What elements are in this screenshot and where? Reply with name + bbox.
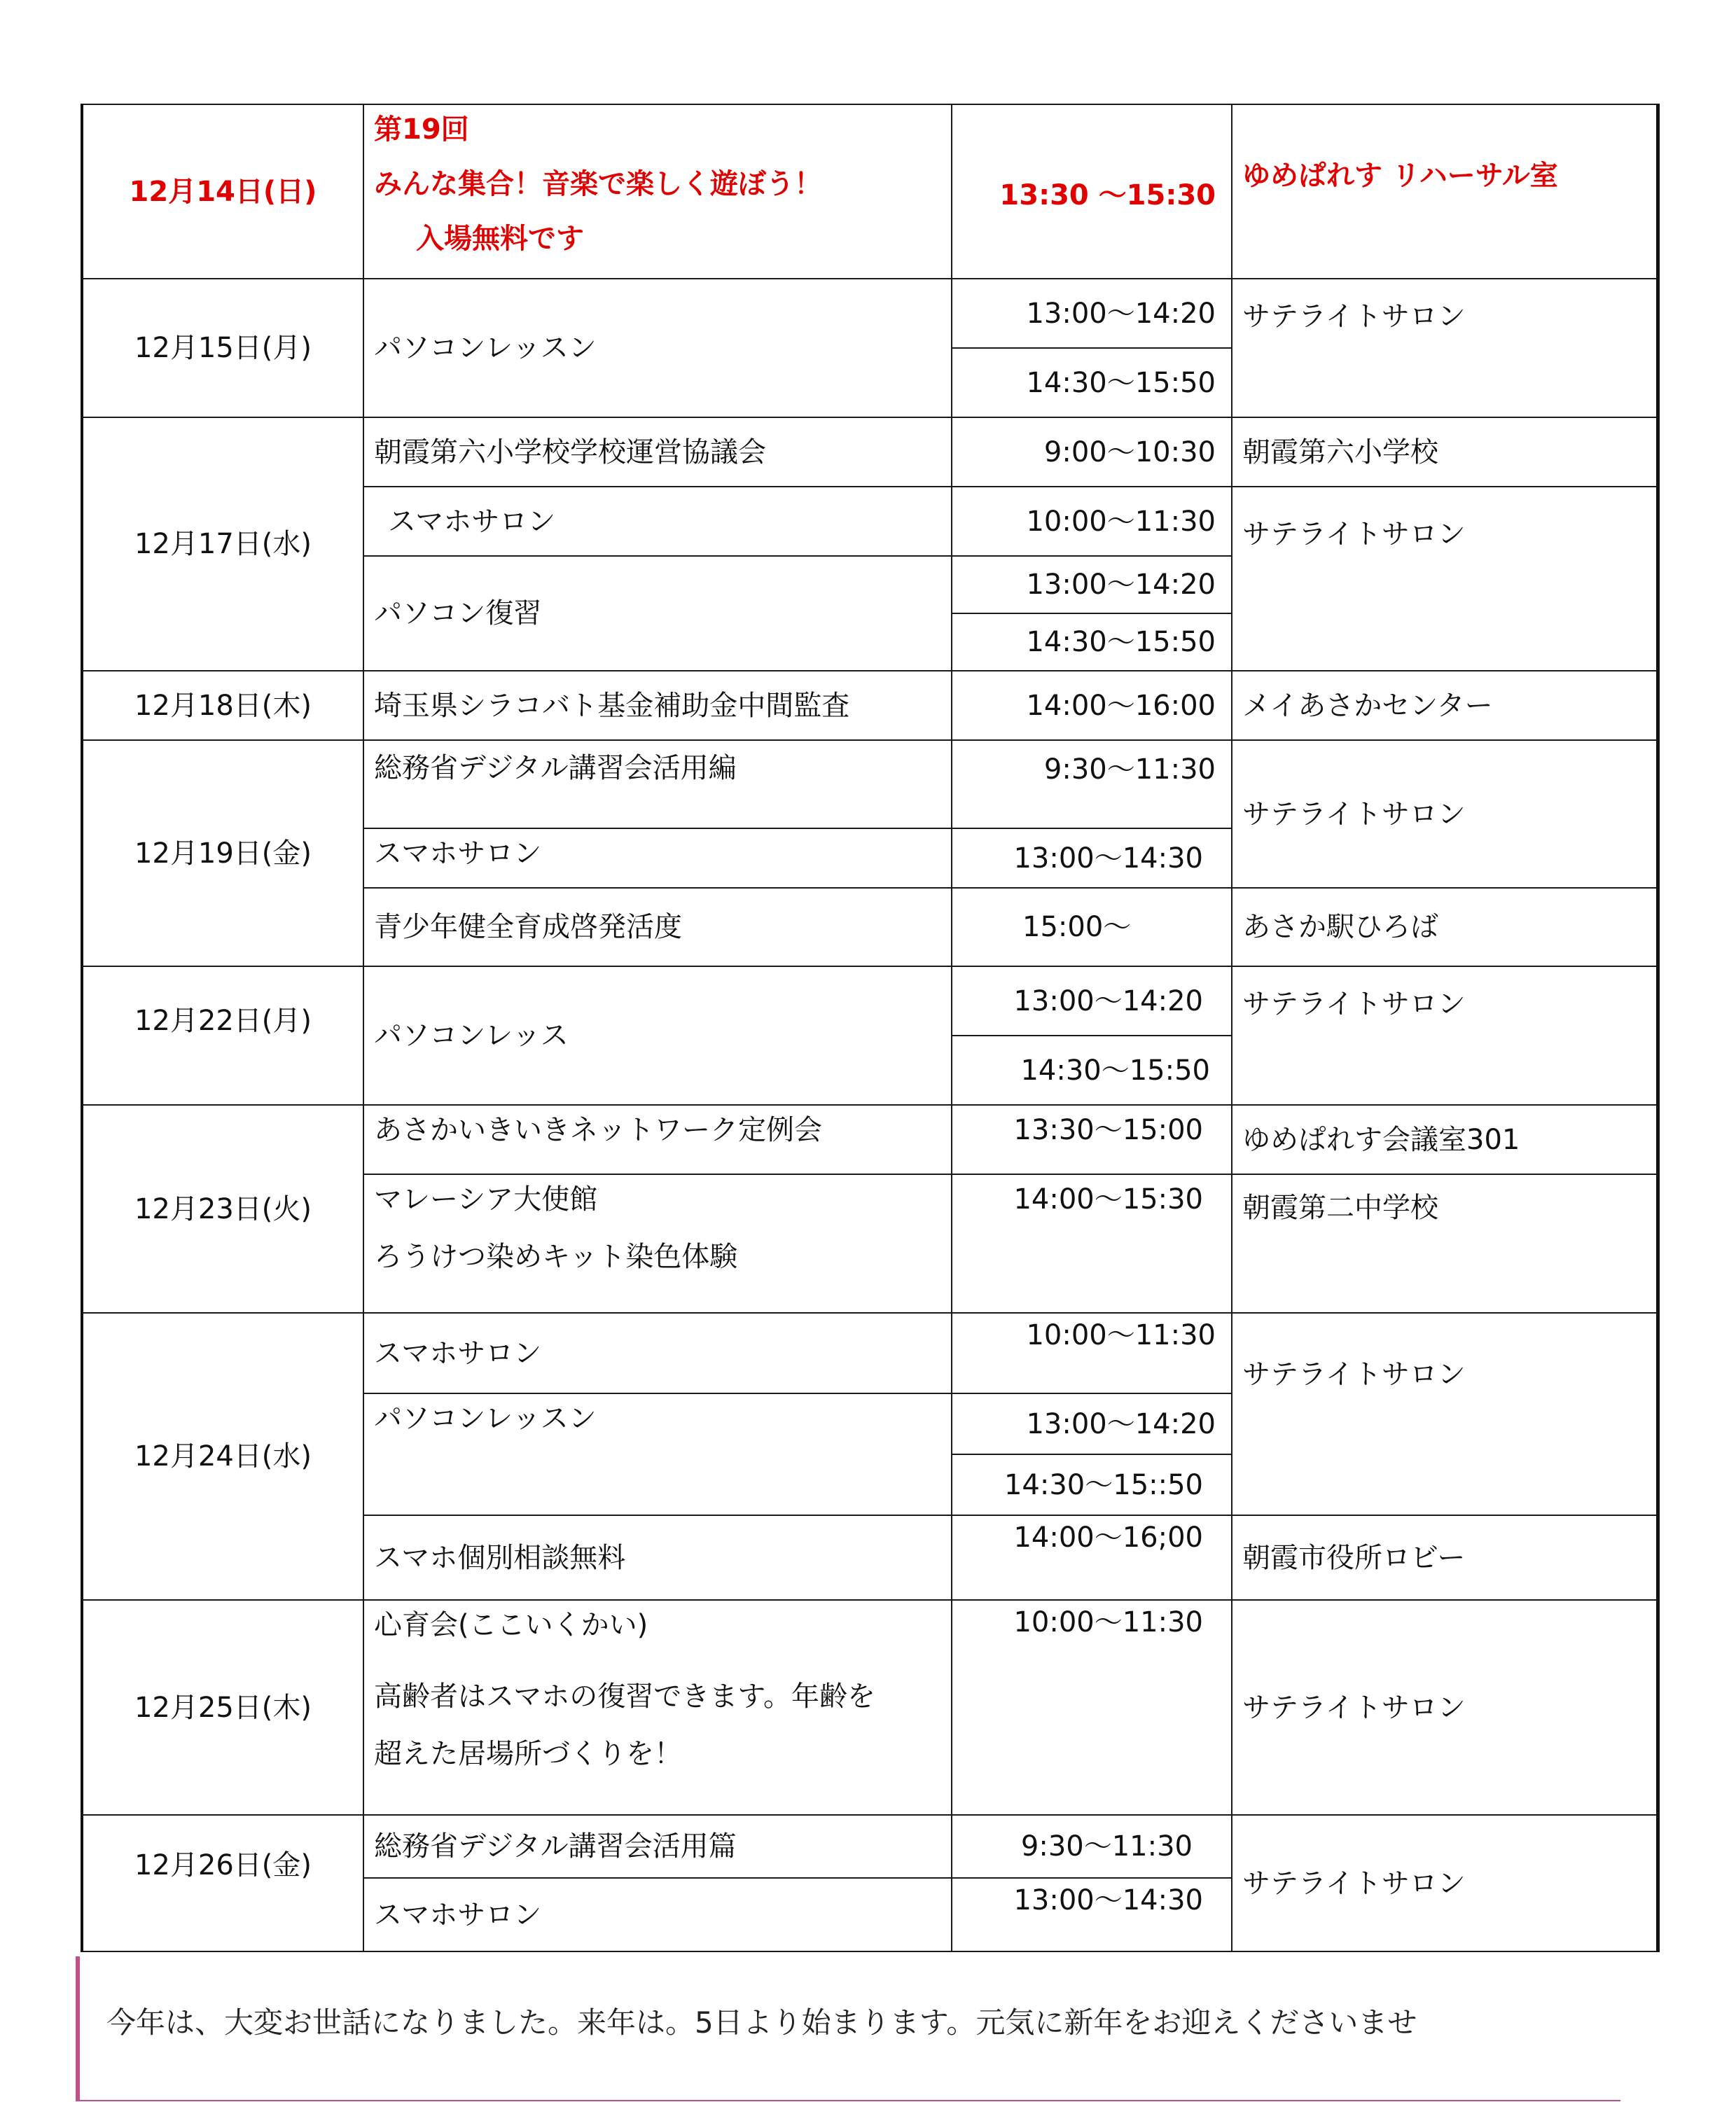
event-cell: パソコンレッス xyxy=(363,966,952,1105)
date-cell: 12月14日(日) xyxy=(82,104,363,279)
event-cell: パソコンレッスン xyxy=(363,279,952,417)
date-cell: 12月26日(金) xyxy=(82,1815,363,1951)
table-row xyxy=(82,104,1658,279)
event-cell: あさかいきいきネットワーク定例会 xyxy=(363,1105,952,1174)
venue-cell: 朝霞第六小学校 xyxy=(1232,417,1658,487)
time-cell: 13:00～14:20 xyxy=(952,1393,1232,1454)
table-row xyxy=(82,671,1658,740)
date-cell: 12月23日(火) xyxy=(82,1105,363,1313)
event-cell xyxy=(363,487,952,556)
event-cell: 埼玉県シラコバト基金補助金中間監査 xyxy=(363,671,952,740)
time-cell: 14:30～15:50 xyxy=(952,1036,1232,1105)
venue-cell: 朝霞市役所ロビー xyxy=(1232,1515,1658,1600)
time-cell: 14:00～16:00 xyxy=(952,671,1232,740)
date-cell: 12月17日(水) xyxy=(82,417,363,671)
venue-cell: 朝霞第二中学校 xyxy=(1232,1174,1658,1313)
footer-text: 今年は、大変お世話になりました。来年は。5日より始まります。元気に新年をお迎えくださいませ xyxy=(106,2005,1417,2040)
time-cell: 13:00～14:20 xyxy=(952,966,1232,1036)
venue-cell: サテライトサロン xyxy=(1232,740,1658,888)
time-cell: 13:30～15:00 xyxy=(952,1105,1232,1174)
time-cell: 14:30～15:50 xyxy=(952,348,1232,417)
time-cell: 14:00～16;00 xyxy=(952,1515,1232,1600)
event-cell: スマホサロン xyxy=(363,1878,952,1951)
venue-cell: サテライトサロン xyxy=(1232,1815,1658,1951)
table-row xyxy=(82,1600,1658,1815)
table-row xyxy=(82,966,1658,1036)
venue-cell: あさか駅ひろば xyxy=(1232,888,1658,966)
date-cell: 12月22日(月) xyxy=(82,966,363,1105)
event-cell xyxy=(363,1600,952,1815)
time-cell: 10:00～11:30 xyxy=(952,1313,1232,1393)
venue-cell: サテライトサロン xyxy=(1232,279,1658,417)
time-cell: 9:00～10:30 xyxy=(952,417,1232,487)
venue-cell: サテライトサロン xyxy=(1232,966,1658,1105)
event-cell: スマホ個別相談無料 xyxy=(363,1515,952,1600)
table-row xyxy=(82,279,1658,348)
time-cell: 14:30～15:50 xyxy=(952,613,1232,671)
time-cell: 13:00～14:30 xyxy=(952,828,1232,888)
date-cell: 12月18日(木) xyxy=(82,671,363,740)
venue-cell: サテライトサロン xyxy=(1232,487,1658,671)
event-cell: 朝霞第六小学校学校運営協議会 xyxy=(363,417,952,487)
time-cell: 13:00～14:30 xyxy=(952,1878,1232,1951)
event-cell xyxy=(363,104,952,279)
time-cell: 13:30 ～15:30 xyxy=(952,104,1232,279)
time-cell: 10:00～11:30 xyxy=(952,1600,1232,1815)
table-row xyxy=(82,1105,1658,1174)
event-line: みんな集合！音楽で楽しく遊ぼう！ xyxy=(374,168,822,200)
table-row xyxy=(82,1815,1658,1878)
date-cell: 12月25日(木) xyxy=(82,1600,363,1815)
event-line: 心育会(ここいくかい) xyxy=(374,1609,648,1641)
date-cell: 12月24日(水) xyxy=(82,1313,363,1600)
date-cell: 12月15日(月) xyxy=(82,279,363,417)
event-line: 高齢者はスマホの復習できます。年齢を xyxy=(374,1680,875,1713)
table-row xyxy=(82,740,1658,828)
time-cell: 14:30～15::50 xyxy=(952,1454,1232,1515)
time-cell: 10:00～11:30 xyxy=(952,487,1232,556)
event-cell: 青少年健全育成啓発活度 xyxy=(363,888,952,966)
venue-cell: ゆめぱれす リハーサル室 xyxy=(1232,104,1658,279)
time-cell: 15:00～ xyxy=(952,888,1232,966)
venue-cell: サテライトサロン xyxy=(1232,1313,1658,1515)
event-cell: パソコン復習 xyxy=(363,556,952,671)
time-cell: 13:00～14:20 xyxy=(952,556,1232,613)
event-line: 入場無料です xyxy=(416,223,584,255)
venue-cell: メイあさかセンター xyxy=(1232,671,1658,740)
event-cell: パソコンレッスン xyxy=(363,1393,952,1515)
table-row xyxy=(82,417,1658,487)
event-line: マレーシア大使館 xyxy=(374,1183,598,1216)
event-cell: 総務省デジタル講習会活用篇 xyxy=(363,1815,952,1878)
time-cell: 9:30～11:30 xyxy=(952,740,1232,828)
event-cell: 総務省デジタル講習会活用編 xyxy=(363,740,952,828)
event-cell: スマホサロン xyxy=(363,828,952,888)
event-cell: スマホサロン xyxy=(363,1313,952,1393)
schedule-table xyxy=(81,104,1660,1952)
venue-cell: サテライトサロン xyxy=(1232,1600,1658,1815)
event-line: 超えた居場所づくりを！ xyxy=(374,1738,682,1770)
table-row xyxy=(82,1313,1658,1393)
time-cell: 14:00～15:30 xyxy=(952,1174,1232,1313)
event-line: ろうけつ染めキット染色体験 xyxy=(374,1241,738,1273)
time-cell: 13:00～14:20 xyxy=(952,279,1232,348)
time-cell: 9:30～11:30 xyxy=(952,1815,1232,1878)
event-line: 第19回 xyxy=(374,113,469,146)
venue-cell: ゆめぱれす会議室301 xyxy=(1232,1105,1658,1174)
date-cell: 12月19日(金) xyxy=(82,740,363,966)
event-cell xyxy=(363,1174,952,1313)
event-line: スマホサロン xyxy=(388,505,556,538)
footer-note xyxy=(76,1956,1620,2101)
